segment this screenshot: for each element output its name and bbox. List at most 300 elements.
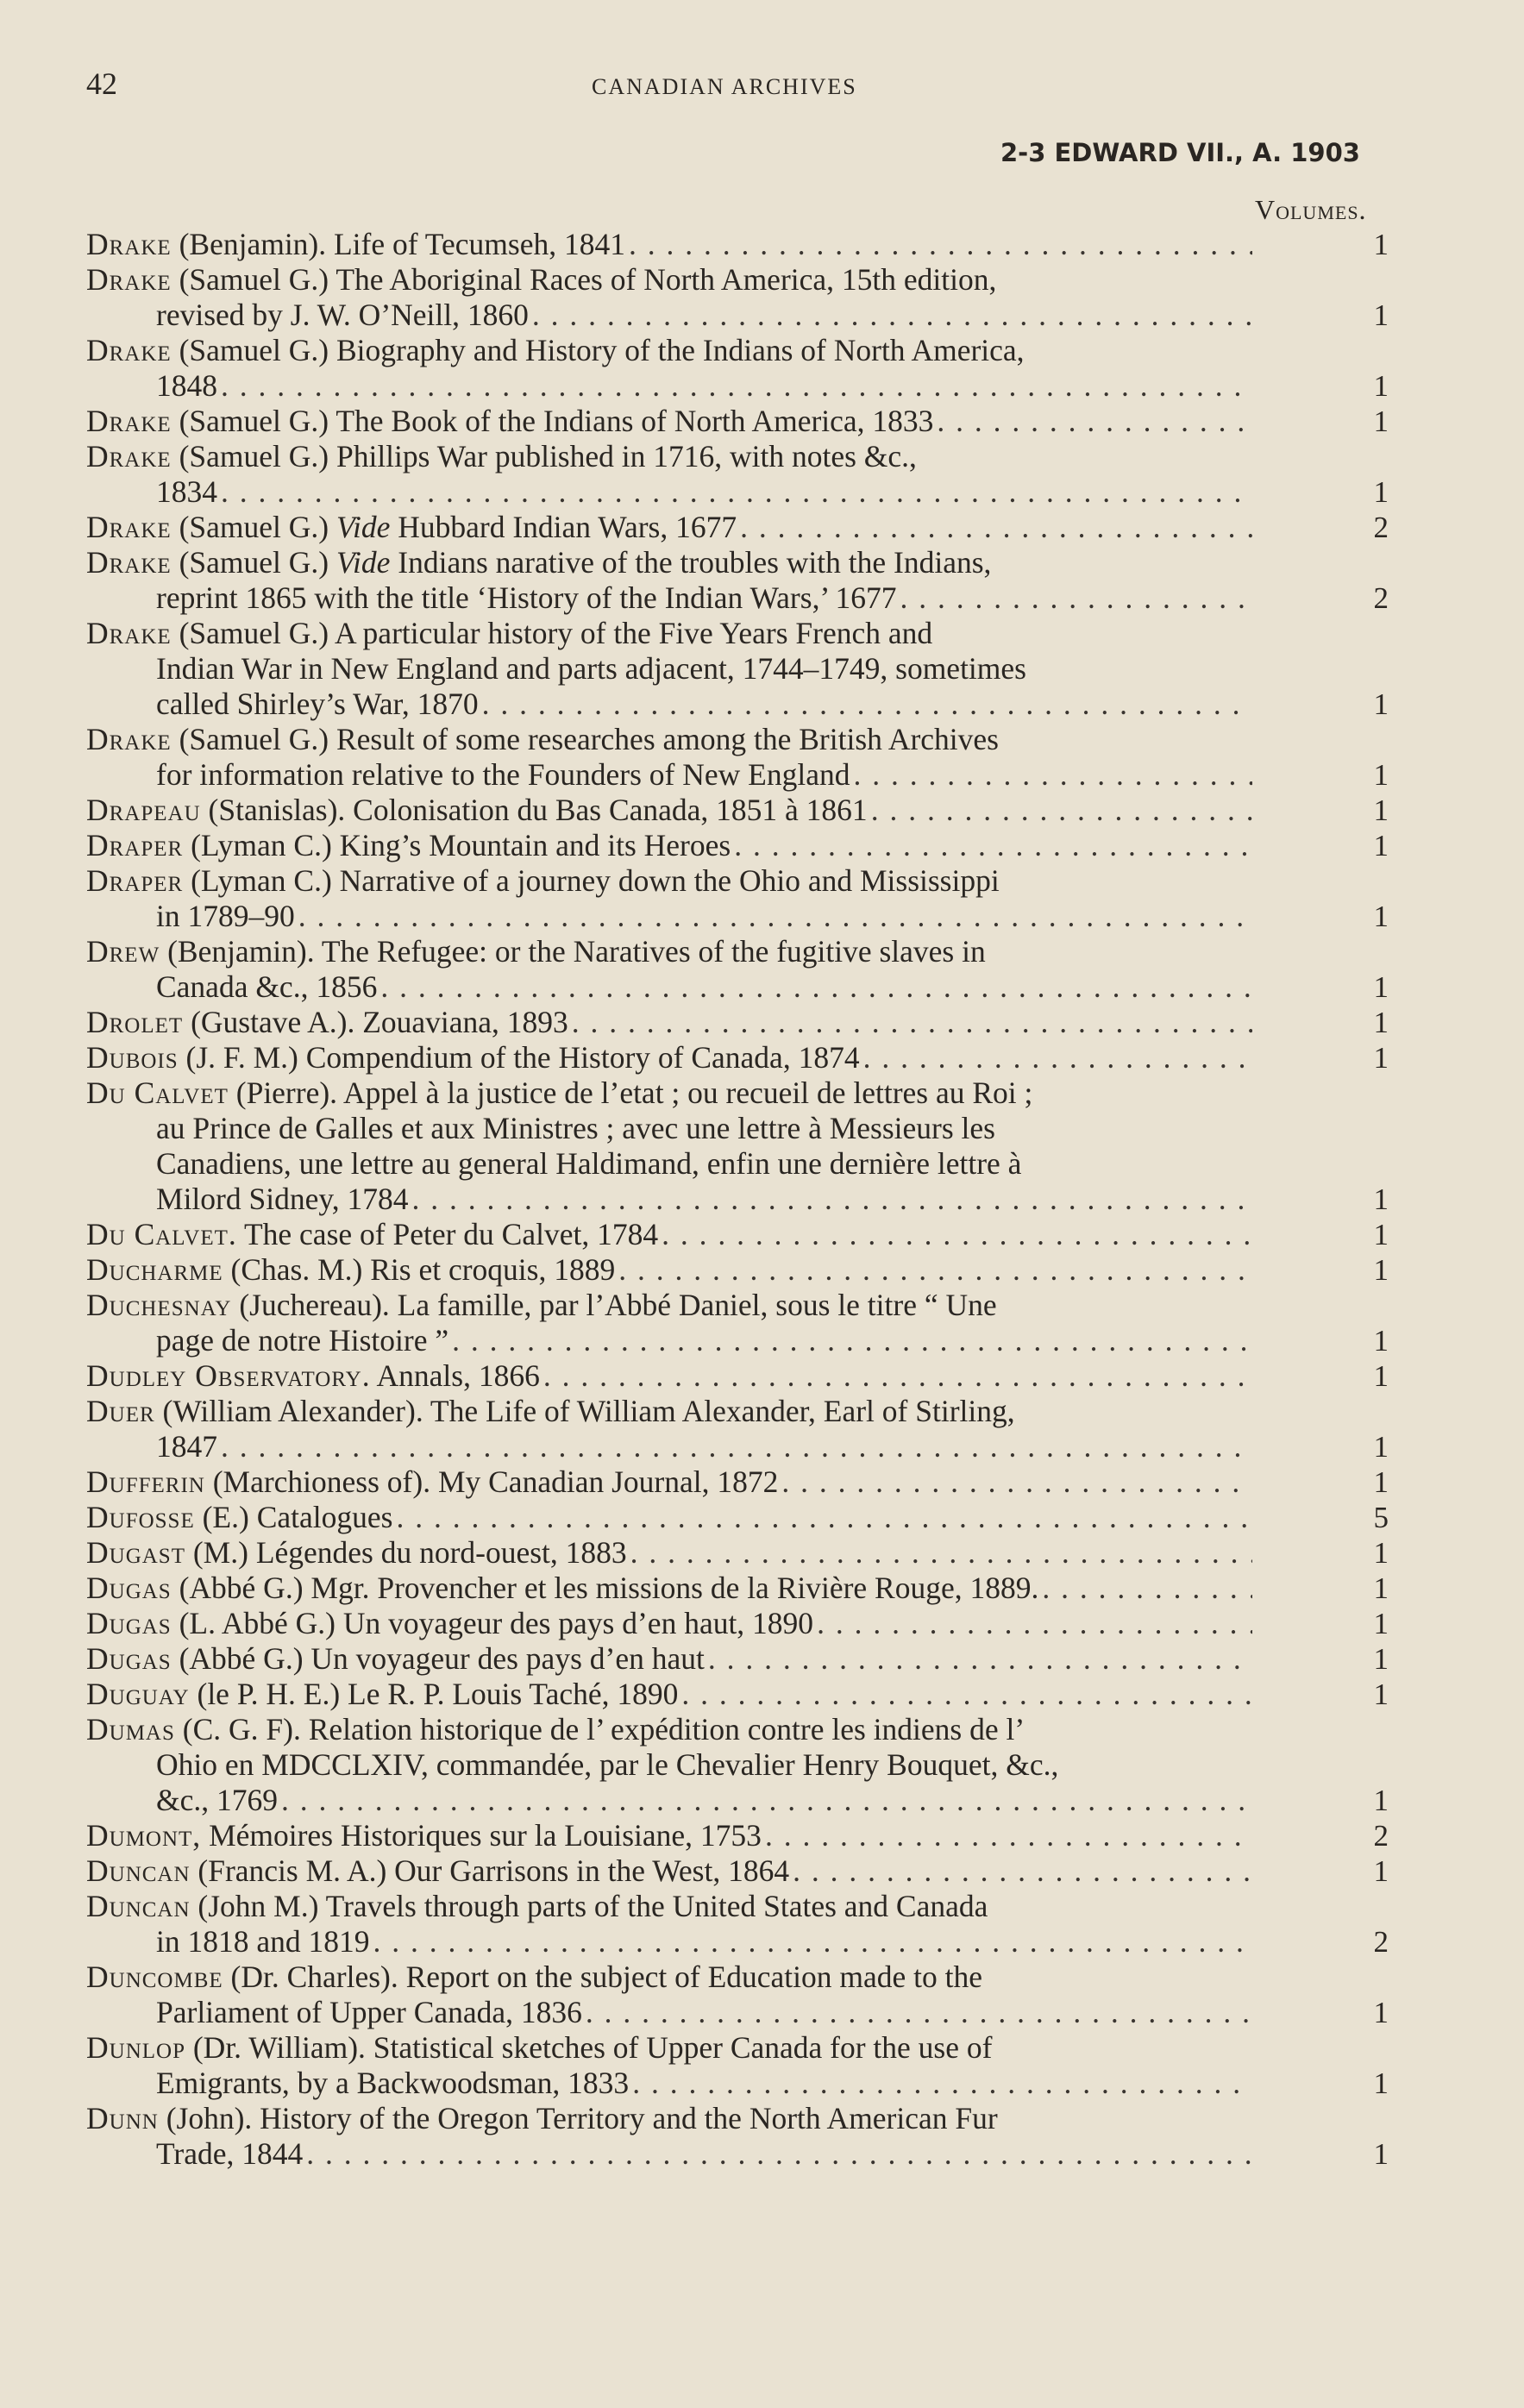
dot-leader: [627, 1535, 1252, 1571]
entry-line: [86, 1677, 1252, 1712]
entry-text: [86, 1464, 778, 1500]
author-name: Dugas: [86, 1571, 172, 1605]
entry-text: [156, 1429, 217, 1464]
entry-line: [86, 333, 1252, 368]
volume-count: 2: [1373, 1925, 1389, 1959]
entry-text-segment: 1847: [156, 1429, 217, 1464]
entry-text-segment: (Benjamin). The Refugee: or the Naratives of the fugitive slaves in: [160, 934, 986, 969]
entry-text: [86, 545, 991, 580]
entry-line: [86, 1571, 1252, 1606]
entry-text-segment: (Samuel G.) Biography and History of the Indians of North America,: [171, 333, 1025, 367]
dot-leader: [1038, 1571, 1252, 1606]
entry-text-segment: (Chas. M.) Ris et croquis, 1889: [223, 1252, 616, 1287]
bibliography-entry: [86, 1252, 1423, 1288]
entry-text: [86, 793, 868, 828]
volume-count: 1: [1373, 1218, 1389, 1251]
entry-text-segment: Canadiens, une lettre au general Haldimand, enfin une dernière lettre à: [156, 1146, 1022, 1181]
bibliography-entry: [86, 863, 1423, 934]
bibliography-entry: [86, 616, 1423, 722]
volume-count: 1: [1373, 2066, 1389, 2100]
author-name: Duncombe: [86, 1960, 223, 1994]
volume-count: 1: [1373, 1677, 1389, 1711]
bibliography-list: [86, 227, 1423, 2172]
entry-text: [156, 757, 850, 793]
entry-text: [156, 687, 479, 722]
author-name: Dufosse: [86, 1500, 195, 1534]
entry-text-segment: (Samuel G.) Result of some researches among the British Archives: [171, 722, 999, 756]
bibliography-entry: [86, 934, 1423, 1005]
bibliography-entry: [86, 1288, 1423, 1358]
entry-text: [86, 1040, 860, 1075]
volume-count: 1: [1373, 1607, 1389, 1640]
entry-text: [86, 616, 932, 650]
author-name: Du Calvet: [86, 1075, 229, 1110]
volume-count: 1: [1373, 2137, 1389, 2171]
entry-text: [86, 1960, 982, 1994]
italic-text: Vide: [336, 510, 391, 544]
bibliography-entry: [86, 1040, 1423, 1075]
entry-line: [86, 863, 1252, 899]
author-name: Duncan: [86, 1889, 191, 1923]
entry-text-segment: (J. F. M.) Compendium of the History of Canada, 1874: [178, 1040, 860, 1075]
entry-text-segment: (Samuel G.) A particular history of the Five Years French and: [171, 616, 933, 650]
entry-text: [86, 1818, 762, 1853]
entry-text: [156, 1323, 448, 1358]
entry-line: [86, 1641, 1252, 1677]
entry-text: [156, 1111, 995, 1145]
volume-count: 1: [1373, 970, 1389, 1004]
bibliography-entry: [86, 1217, 1423, 1252]
entry-text: [156, 1783, 278, 1818]
italic-text: Vide: [336, 545, 391, 580]
entry-text-segment: Mémoires Historiques sur la Louisiane, 1753: [201, 1818, 762, 1853]
entry-line: [86, 439, 1252, 474]
author-name: Drake: [86, 545, 172, 580]
entry-text: [156, 298, 529, 333]
entry-text: [156, 651, 1026, 686]
author-name: Dunn: [86, 2101, 159, 2135]
bibliography-entry: [86, 1464, 1423, 1500]
entry-text: [86, 1500, 392, 1535]
author-name: Draper: [86, 863, 184, 898]
entry-text-segment: page de notre Histoire ”: [156, 1323, 449, 1358]
volume-count: 1: [1373, 687, 1389, 721]
entry-text: [156, 368, 217, 404]
entry-text: [86, 1606, 813, 1641]
dot-leader: [629, 2066, 1252, 2101]
entry-text: [86, 863, 1000, 898]
entry-text: [86, 1217, 658, 1252]
volume-count: 1: [1373, 298, 1389, 332]
author-name: Drake: [86, 616, 172, 650]
volume-count: 2: [1373, 1819, 1389, 1853]
entry-text: [86, 1889, 988, 1923]
bibliography-entry: [86, 793, 1423, 828]
bibliography-entry: [86, 1677, 1423, 1712]
volume-count: 1: [1373, 1324, 1389, 1358]
entry-text-segment: Milord Sidney, 1784: [156, 1182, 409, 1216]
entry-text: [156, 1995, 582, 2030]
volumes-heading-text: Volumes.: [1255, 194, 1367, 225]
volume-count: 1: [1373, 228, 1389, 261]
entry-text: [86, 1252, 615, 1288]
entry-text-segment: (Stanislas). Colonisation du Bas Canada, 1851 à 1861: [200, 793, 868, 827]
bibliography-entry: [86, 1500, 1423, 1535]
author-name: Drolet: [86, 1005, 184, 1039]
running-title: CANADIAN ARCHIVES: [592, 74, 857, 99]
bibliography-entry: [86, 1075, 1423, 1217]
volume-count: 1: [1373, 900, 1389, 933]
volume-count: 1: [1373, 1430, 1389, 1464]
entry-text-segment: (Benjamin). Life of Tecumseh, 1841: [171, 227, 625, 261]
volume-count: 1: [1373, 1642, 1389, 1676]
entry-text-segment: in 1818 and 1819: [156, 1924, 370, 1959]
author-name: Drake: [86, 227, 172, 261]
entry-text-segment: Indians narative of the troubles with the Indians,: [390, 545, 992, 580]
entry-text-segment: (M.) Légendes du nord-ouest, 1883: [185, 1535, 627, 1570]
entry-text: [86, 510, 737, 545]
bibliography-entry: [86, 404, 1423, 439]
entry-text: [86, 722, 999, 756]
entry-line: [86, 1182, 1252, 1217]
entry-text-segment: called Shirley’s War, 1870: [156, 687, 479, 721]
entry-text: [86, 934, 986, 969]
bibliography-entry: [86, 333, 1423, 404]
dot-leader: [850, 757, 1252, 793]
entry-text: [86, 2030, 992, 2065]
volume-count: 1: [1373, 1006, 1389, 1039]
entry-line: [86, 1005, 1252, 1040]
entry-text: [156, 1182, 409, 1217]
entry-line: [86, 545, 1252, 580]
entry-text: [86, 439, 917, 473]
bibliography-entry: [86, 2030, 1423, 2101]
entry-text: [86, 333, 1025, 367]
entry-line: [86, 899, 1252, 934]
author-name: Dumont,: [86, 1818, 202, 1853]
entry-line: [86, 404, 1252, 439]
entry-line: [86, 1075, 1252, 1111]
bibliography-entry: [86, 1818, 1423, 1853]
entry-text: [86, 262, 996, 297]
volumes-column-heading: [1255, 194, 1367, 226]
bibliography-entry: [86, 1394, 1423, 1464]
volume-count: 1: [1373, 1041, 1389, 1075]
entry-line: [86, 1995, 1252, 2030]
author-name: Dugas: [86, 1641, 172, 1676]
dot-leader: [540, 1358, 1252, 1394]
dot-leader: [615, 1252, 1252, 1288]
dot-leader: [868, 793, 1252, 828]
entry-line: [86, 1358, 1252, 1394]
dot-leader: [217, 474, 1252, 510]
dot-leader: [295, 899, 1252, 934]
entry-line: [86, 1323, 1252, 1358]
bibliography-entry: [86, 1712, 1423, 1818]
entry-text-segment: Hubbard Indian Wars, 1677: [390, 510, 737, 544]
bibliography-entry: [86, 1889, 1423, 1960]
bibliography-entry: [86, 722, 1423, 793]
author-name: Drake: [86, 404, 172, 438]
entry-text: [156, 2066, 629, 2101]
entry-line: [86, 474, 1252, 510]
volume-count: 1: [1373, 1465, 1389, 1499]
entry-text-segment: (Samuel G.) Phillips War published in 1716, with notes &c.,: [171, 439, 917, 473]
author-name: Drake: [86, 333, 172, 367]
dot-leader: [409, 1182, 1252, 1217]
author-name: Dugas: [86, 1606, 172, 1640]
dot-leader: [933, 404, 1252, 439]
entry-text-segment: Canada &c., 1856: [156, 969, 378, 1004]
volume-count: 1: [1373, 793, 1389, 827]
entry-text-segment: Annals, 1866: [370, 1358, 540, 1393]
dot-leader: [731, 828, 1252, 863]
entry-line: [86, 1960, 1252, 1995]
entry-text: [86, 1571, 1038, 1606]
author-name: Dufferin: [86, 1464, 205, 1499]
volume-count: 1: [1373, 829, 1389, 862]
dot-leader: [789, 1853, 1252, 1889]
dot-leader: [678, 1677, 1252, 1712]
entry-text: [156, 2136, 303, 2172]
author-name: Draper: [86, 828, 184, 862]
entry-text-segment: (Samuel G.): [171, 510, 336, 544]
author-name: Drapeau: [86, 793, 201, 827]
entry-text-segment: (William Alexander). The Life of William Alexander, Earl of Stirling,: [154, 1394, 1015, 1428]
bibliography-entry: [86, 262, 1423, 333]
entry-text-segment: &c., 1769: [156, 1783, 278, 1817]
bibliography-entry: [86, 1571, 1423, 1606]
entry-text: [86, 1641, 705, 1677]
entry-line: [86, 1394, 1252, 1429]
entry-text-segment: (John). History of the Oregon Territory and the North American Fur: [158, 2101, 998, 2135]
entry-text: [86, 2101, 998, 2135]
volume-count: 1: [1373, 1854, 1389, 1888]
entry-text-segment: (Gustave A.). Zouaviana, 1893: [183, 1005, 568, 1039]
volume-count: 2: [1373, 581, 1389, 615]
entry-text-segment: (E.) Catalogues: [194, 1500, 393, 1534]
entry-line: [86, 1535, 1252, 1571]
entry-text: [86, 1535, 627, 1571]
entry-line: [86, 1464, 1252, 1500]
dot-leader: [448, 1323, 1252, 1358]
entry-line: [86, 2101, 1252, 2136]
entry-text-segment: Parliament of Upper Canada, 1836: [156, 1995, 582, 2029]
author-name: Dunlop: [86, 2030, 185, 2065]
entry-line: [86, 616, 1252, 651]
entry-text: [86, 404, 933, 439]
bibliography-entry: [86, 1358, 1423, 1394]
entry-line: [86, 722, 1252, 757]
entry-text-segment: (Samuel G.) The Book of the Indians of North America, 1833: [171, 404, 934, 438]
dot-leader: [278, 1783, 1252, 1818]
volume-count: 1: [1373, 1784, 1389, 1817]
dot-leader: [582, 1995, 1252, 2030]
entry-line: [86, 969, 1252, 1005]
bibliography-entry: [86, 1005, 1423, 1040]
entry-text-segment: (Dr. William). Statistical sketches of Upper Canada for the use of: [185, 2030, 993, 2065]
author-name: Drake: [86, 439, 172, 473]
entry-text-segment: Ohio en MDCCLXIV, commandée, par le Chevalier Henry Bouquet, &c.,: [156, 1747, 1059, 1782]
entry-text-segment: revised by J. W. O’Neill, 1860: [156, 298, 529, 332]
entry-line: [86, 262, 1252, 298]
bibliography-entry: [86, 510, 1423, 545]
entry-line: [86, 1853, 1252, 1889]
entry-text-segment: 1834: [156, 474, 217, 509]
entry-line: [86, 298, 1252, 333]
dot-leader: [529, 298, 1252, 333]
author-name: Ducharme: [86, 1252, 223, 1287]
bibliography-entry: [86, 2101, 1423, 2172]
dot-leader: [860, 1040, 1252, 1075]
bibliography-entry: [86, 828, 1423, 863]
entry-text-segment: (Marchioness of). My Canadian Journal, 1872: [204, 1464, 779, 1499]
dot-leader: [217, 1429, 1252, 1464]
dot-leader: [377, 969, 1252, 1005]
entry-text-segment: (Dr. Charles). Report on the subject of Education made to the: [223, 1960, 983, 1994]
entry-text: [86, 1712, 1025, 1746]
entry-line: [86, 580, 1252, 616]
author-name: Dudley Observatory.: [86, 1358, 371, 1393]
entry-line: [86, 1146, 1252, 1182]
author-name: Duguay: [86, 1677, 190, 1711]
dot-leader: [568, 1005, 1252, 1040]
volume-count: 1: [1373, 475, 1389, 509]
entry-text-segment: (L. Abbé G.) Un voyageur des pays d’en haut, 1890: [171, 1606, 814, 1640]
dot-leader: [625, 227, 1252, 262]
volume-count: 1: [1373, 1536, 1389, 1570]
entry-text-segment: The case of Peter du Calvet, 1784: [236, 1217, 659, 1251]
entry-text-segment: (Francis M. A.) Our Garrisons in the West, 1864: [190, 1853, 790, 1888]
entry-text-segment: Trade, 1844: [156, 2136, 304, 2171]
entry-text-segment: (Samuel G.) The Aboriginal Races of North America, 15th edition,: [171, 262, 997, 297]
dot-leader: [217, 368, 1252, 404]
entry-text: [86, 828, 731, 863]
entry-text: [86, 1394, 1015, 1428]
bibliography-entry: [86, 545, 1423, 616]
bibliography-entry: [86, 1641, 1423, 1677]
entry-line: [86, 1500, 1252, 1535]
entry-text: [156, 899, 295, 934]
author-name: Drake: [86, 510, 172, 544]
volume-count: 1: [1373, 1182, 1389, 1216]
entry-text: [86, 1677, 678, 1712]
entry-text: [86, 1288, 997, 1322]
entry-text-segment: reprint 1865 with the title ‘History of the Indian Wars,’ 1677: [156, 580, 897, 615]
entry-text-segment: (le P. H. E.) Le R. P. Louis Taché, 1890: [189, 1677, 679, 1711]
author-name: Dubois: [86, 1040, 179, 1075]
entry-line: [86, 2136, 1252, 2172]
entry-text-segment: (Samuel G.): [171, 545, 336, 580]
dot-leader: [737, 510, 1252, 545]
dot-leader: [479, 687, 1252, 722]
bibliography-entry: [86, 1606, 1423, 1641]
volume-count: 1: [1373, 369, 1389, 403]
entry-line: [86, 227, 1252, 262]
volume-count: 1: [1373, 1996, 1389, 2029]
author-name: Duncan: [86, 1853, 191, 1888]
entry-line: [86, 793, 1252, 828]
entry-text: [86, 1853, 789, 1889]
volume-count: 1: [1373, 1253, 1389, 1287]
author-name: Duchesnay: [86, 1288, 232, 1322]
entry-line: [86, 1924, 1252, 1960]
author-name: Drake: [86, 262, 172, 297]
bibliography-entry: [86, 1853, 1423, 1889]
entry-line: [86, 1111, 1252, 1146]
volume-count: 1: [1373, 404, 1389, 438]
author-name: Dugast: [86, 1535, 185, 1570]
entry-line: [86, 687, 1252, 722]
entry-text-segment: (John M.) Travels through parts of the United States and Canada: [190, 1889, 988, 1923]
entry-line: [86, 757, 1252, 793]
entry-line: [86, 1606, 1252, 1641]
entry-text-segment: (Pierre). Appel à la justice de l’etat ; ou recueil de lettres au Roi ;: [228, 1075, 1033, 1110]
session-heading: 2-3 EDWARD VII., A. 1903: [1000, 138, 1360, 167]
bibliography-entry: [86, 1535, 1423, 1571]
entry-line: [86, 1217, 1252, 1252]
entry-line: [86, 1429, 1252, 1464]
author-name: Du Calvet.: [86, 1217, 237, 1251]
entry-line: [86, 1747, 1252, 1783]
entry-line: [86, 1889, 1252, 1924]
entry-line: [86, 651, 1252, 687]
entry-text-segment: (Abbé G.) Mgr. Provencher et les missions de la Rivière Rouge, 1889.: [171, 1571, 1039, 1605]
entry-text-segment: for information relative to the Founders of New England: [156, 757, 850, 792]
volume-count: 1: [1373, 1571, 1389, 1605]
volume-count: 5: [1373, 1501, 1389, 1534]
entry-line: [86, 1040, 1252, 1075]
entry-line: [86, 368, 1252, 404]
entry-text: [156, 580, 897, 616]
dot-leader: [392, 1500, 1252, 1535]
entry-line: [86, 1712, 1252, 1747]
dot-leader: [705, 1641, 1252, 1677]
volume-count: 1: [1373, 758, 1389, 792]
entry-line: [86, 510, 1252, 545]
entry-text-segment: (Juchereau). La famille, par l’Abbé Daniel, sous le titre “ Une: [231, 1288, 997, 1322]
entry-line: [86, 2030, 1252, 2066]
entry-line: [86, 1783, 1252, 1818]
entry-line: [86, 1818, 1252, 1853]
entry-text: [156, 1146, 1021, 1181]
entry-line: [86, 2066, 1252, 2101]
entry-text: [86, 227, 625, 262]
author-name: Drew: [86, 934, 160, 969]
entry-text-segment: in 1789–90: [156, 899, 295, 933]
entry-text: [156, 1747, 1058, 1782]
entry-line: [86, 1288, 1252, 1323]
bibliography-entry: [86, 227, 1423, 262]
dot-leader: [813, 1606, 1252, 1641]
dot-leader: [303, 2136, 1252, 2172]
entry-text-segment: (C. G. F). Relation historique de l’ expédition contre les indiens de l’: [174, 1712, 1025, 1746]
dot-leader: [658, 1217, 1252, 1252]
entry-text: [156, 474, 217, 510]
entry-text-segment: (Lyman C.) Narrative of a journey down the Ohio and Mississippi: [183, 863, 1000, 898]
entry-text-segment: Emigrants, by a Backwoodsman, 1833: [156, 2066, 630, 2100]
entry-line: [86, 934, 1252, 969]
dot-leader: [778, 1464, 1252, 1500]
dot-leader: [762, 1818, 1252, 1853]
entry-line: [86, 1252, 1252, 1288]
entry-text-segment: Indian War in New England and parts adjacent, 1744–1749, sometimes: [156, 651, 1026, 686]
entry-text-segment: 1848: [156, 368, 217, 403]
volume-count: 1: [1373, 1359, 1389, 1393]
entry-text-segment: au Prince de Galles et aux Ministres ; avec une lettre à Messieurs les: [156, 1111, 995, 1145]
bibliography-entry: [86, 1960, 1423, 2030]
entry-text-segment: (Abbé G.) Un voyageur des pays d’en haut: [171, 1641, 705, 1676]
